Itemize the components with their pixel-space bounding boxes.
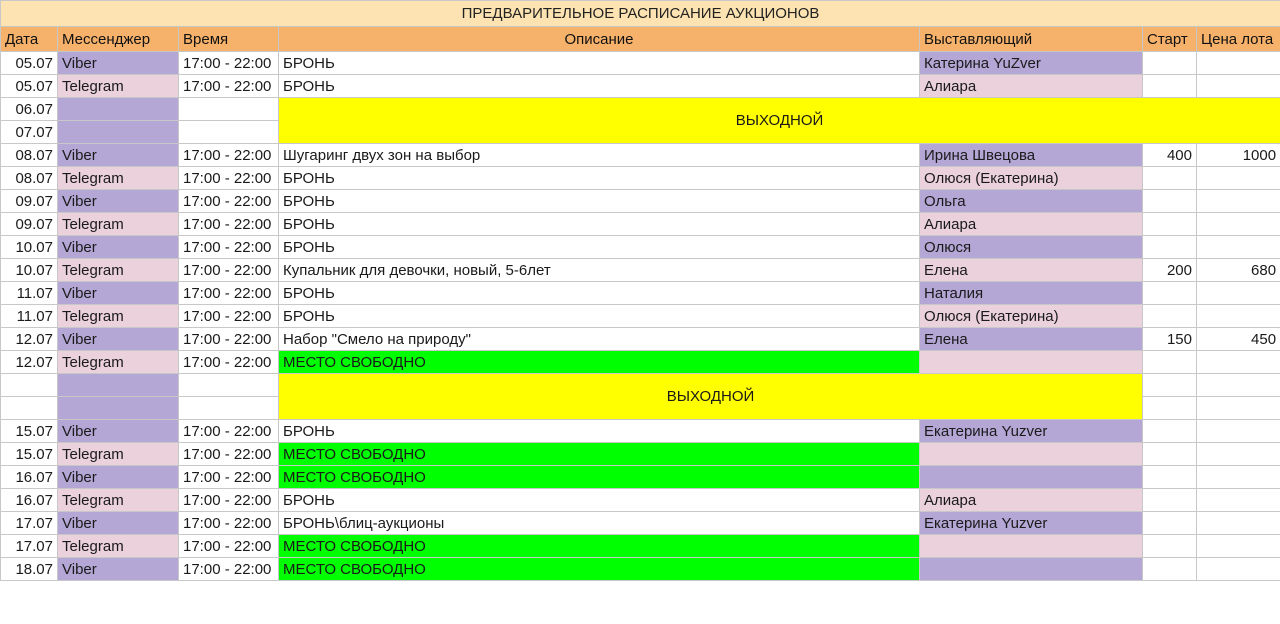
cell-description[interactable]: Купальник для девочки, новый, 5-6лет xyxy=(279,259,920,282)
table-row xyxy=(1,259,1280,282)
cell-messenger[interactable]: Telegram xyxy=(58,351,179,374)
cell-date[interactable]: 15.07 xyxy=(1,443,58,466)
cell-messenger[interactable]: Viber xyxy=(58,190,179,213)
cell-start[interactable] xyxy=(1143,489,1197,512)
cell-date[interactable]: 17.07 xyxy=(1,535,58,558)
cell-description[interactable]: БРОНЬ xyxy=(279,213,920,236)
cell-messenger[interactable]: Telegram xyxy=(58,167,179,190)
cell-price[interactable]: 680 xyxy=(1197,259,1280,282)
cell-price[interactable] xyxy=(1197,420,1280,443)
cell-date[interactable] xyxy=(1,374,58,397)
cell-time[interactable]: 17:00 - 22:00 xyxy=(179,535,279,558)
cell-description[interactable]: БРОНЬ xyxy=(279,236,920,259)
cell-price[interactable] xyxy=(1197,374,1280,397)
cell-time[interactable]: 17:00 - 22:00 xyxy=(179,512,279,535)
cell-price[interactable] xyxy=(1197,167,1280,190)
table-row xyxy=(1,98,1280,121)
header-seller[interactable]: Выставляющий xyxy=(920,27,1143,52)
cell-seller[interactable]: Наталия xyxy=(920,282,1143,305)
cell-date[interactable]: 17.07 xyxy=(1,512,58,535)
cell-messenger[interactable]: Telegram xyxy=(58,213,179,236)
cell-messenger[interactable]: Telegram xyxy=(58,535,179,558)
cell-date[interactable]: 10.07 xyxy=(1,236,58,259)
sheet-title[interactable]: ПРЕДВАРИТЕЛЬНОЕ РАСПИСАНИЕ АУКЦИОНОВ xyxy=(1,1,1280,27)
cell-messenger[interactable] xyxy=(58,397,179,420)
cell-time[interactable]: 17:00 - 22:00 xyxy=(179,558,279,581)
cell-date[interactable]: 11.07 xyxy=(1,282,58,305)
table-row xyxy=(1,374,1280,397)
table-row xyxy=(1,144,1280,167)
cell-price[interactable] xyxy=(1197,489,1280,512)
cell-messenger[interactable]: Viber xyxy=(58,144,179,167)
cell-price[interactable] xyxy=(1197,443,1280,466)
cell-description[interactable]: МЕСТО СВОБОДНО xyxy=(279,535,920,558)
cell-date[interactable]: 05.07 xyxy=(1,75,58,98)
table-row xyxy=(1,466,1280,489)
cell-seller[interactable]: Ольга xyxy=(920,190,1143,213)
cell-time[interactable] xyxy=(179,374,279,397)
cell-date[interactable]: 06.07 xyxy=(1,98,58,121)
cell-date[interactable]: 12.07 xyxy=(1,351,58,374)
cell-time[interactable]: 17:00 - 22:00 xyxy=(179,489,279,512)
cell-seller[interactable] xyxy=(920,443,1143,466)
table-row xyxy=(1,52,1280,75)
dayoff-cell[interactable]: ВЫХОДНОЙ xyxy=(279,98,1280,144)
table-row xyxy=(1,351,1280,374)
table-row xyxy=(1,167,1280,190)
cell-time[interactable]: 17:00 - 22:00 xyxy=(179,443,279,466)
cell-messenger[interactable]: Telegram xyxy=(58,443,179,466)
cell-start[interactable] xyxy=(1143,236,1197,259)
cell-messenger[interactable]: Telegram xyxy=(58,305,179,328)
cell-messenger[interactable]: Viber xyxy=(58,282,179,305)
header-date[interactable]: Дата xyxy=(1,27,58,52)
cell-description[interactable]: БРОНЬ xyxy=(279,282,920,305)
cell-messenger[interactable] xyxy=(58,121,179,144)
cell-time[interactable]: 17:00 - 22:00 xyxy=(179,282,279,305)
cell-date[interactable]: 09.07 xyxy=(1,190,58,213)
cell-description[interactable]: БРОНЬ xyxy=(279,489,920,512)
cell-seller[interactable] xyxy=(920,535,1143,558)
table-row xyxy=(1,489,1280,512)
cell-date[interactable]: 07.07 xyxy=(1,121,58,144)
cell-messenger[interactable]: Viber xyxy=(58,466,179,489)
cell-description[interactable]: БРОНЬ xyxy=(279,190,920,213)
cell-price[interactable] xyxy=(1197,75,1280,98)
cell-time[interactable]: 17:00 - 22:00 xyxy=(179,466,279,489)
cell-time[interactable]: 17:00 - 22:00 xyxy=(179,259,279,282)
cell-messenger[interactable]: Viber xyxy=(58,328,179,351)
cell-start[interactable] xyxy=(1143,213,1197,236)
cell-price[interactable] xyxy=(1197,52,1280,75)
cell-seller[interactable]: Елена xyxy=(920,328,1143,351)
cell-date[interactable]: 09.07 xyxy=(1,213,58,236)
cell-date[interactable] xyxy=(1,397,58,420)
cell-start[interactable] xyxy=(1143,351,1197,374)
cell-messenger[interactable]: Viber xyxy=(58,512,179,535)
cell-date[interactable]: 18.07 xyxy=(1,558,58,581)
cell-price[interactable] xyxy=(1197,213,1280,236)
cell-description[interactable]: Шугаринг двух зон на выбор xyxy=(279,144,920,167)
cell-time[interactable]: 17:00 - 22:00 xyxy=(179,52,279,75)
table-row xyxy=(1,512,1280,535)
cell-messenger[interactable]: Telegram xyxy=(58,489,179,512)
cell-messenger[interactable] xyxy=(58,374,179,397)
cell-seller[interactable]: Олюся (Екатерина) xyxy=(920,305,1143,328)
cell-time[interactable]: 17:00 - 22:00 xyxy=(179,190,279,213)
cell-messenger[interactable]: Viber xyxy=(58,236,179,259)
cell-time[interactable]: 17:00 - 22:00 xyxy=(179,420,279,443)
cell-price[interactable] xyxy=(1197,282,1280,305)
cell-seller[interactable]: Ирина Швецова xyxy=(920,144,1143,167)
cell-start[interactable] xyxy=(1143,52,1197,75)
cell-time[interactable] xyxy=(179,397,279,420)
table-row xyxy=(1,443,1280,466)
cell-date[interactable]: 08.07 xyxy=(1,144,58,167)
cell-time[interactable]: 17:00 - 22:00 xyxy=(179,236,279,259)
cell-price[interactable] xyxy=(1197,397,1280,420)
cell-description[interactable]: МЕСТО СВОБОДНО xyxy=(279,558,920,581)
cell-start[interactable] xyxy=(1143,190,1197,213)
cell-price[interactable] xyxy=(1197,466,1280,489)
cell-start[interactable] xyxy=(1143,466,1197,489)
header-start[interactable]: Старт xyxy=(1143,27,1197,52)
cell-time[interactable]: 17:00 - 22:00 xyxy=(179,167,279,190)
cell-seller[interactable]: Елена xyxy=(920,259,1143,282)
dayoff-cell[interactable]: ВЫХОДНОЙ xyxy=(279,374,1143,420)
cell-description[interactable]: МЕСТО СВОБОДНО xyxy=(279,351,920,374)
cell-start[interactable] xyxy=(1143,558,1197,581)
cell-date[interactable]: 15.07 xyxy=(1,420,58,443)
cell-description[interactable]: БРОНЬ xyxy=(279,75,920,98)
cell-seller[interactable] xyxy=(920,466,1143,489)
cell-start[interactable] xyxy=(1143,305,1197,328)
cell-seller[interactable]: Алиара xyxy=(920,489,1143,512)
cell-price[interactable]: 1000 xyxy=(1197,144,1280,167)
table-row xyxy=(1,282,1280,305)
cell-description[interactable]: МЕСТО СВОБОДНО xyxy=(279,443,920,466)
cell-start[interactable] xyxy=(1143,420,1197,443)
table-row xyxy=(1,305,1280,328)
cell-description[interactable]: БРОНЬ xyxy=(279,305,920,328)
cell-description[interactable]: БРОНЬ xyxy=(279,420,920,443)
cell-time[interactable]: 17:00 - 22:00 xyxy=(179,213,279,236)
cell-time[interactable] xyxy=(179,121,279,144)
cell-seller[interactable]: Екатерина Yuzver xyxy=(920,420,1143,443)
cell-time[interactable]: 17:00 - 22:00 xyxy=(179,351,279,374)
cell-start[interactable]: 200 xyxy=(1143,259,1197,282)
cell-date[interactable]: 10.07 xyxy=(1,259,58,282)
cell-seller[interactable]: Катерина YuZver xyxy=(920,52,1143,75)
cell-price[interactable] xyxy=(1197,305,1280,328)
header-messenger[interactable]: Мессенджер xyxy=(58,27,179,52)
cell-start[interactable] xyxy=(1143,512,1197,535)
cell-seller[interactable]: Алиара xyxy=(920,75,1143,98)
cell-time[interactable]: 17:00 - 22:00 xyxy=(179,328,279,351)
cell-price[interactable] xyxy=(1197,190,1280,213)
cell-seller[interactable] xyxy=(920,351,1143,374)
cell-date[interactable]: 12.07 xyxy=(1,328,58,351)
cell-start[interactable] xyxy=(1143,374,1197,397)
cell-price[interactable]: 450 xyxy=(1197,328,1280,351)
cell-time[interactable]: 17:00 - 22:00 xyxy=(179,144,279,167)
cell-messenger[interactable]: Telegram xyxy=(58,259,179,282)
table-row xyxy=(1,420,1280,443)
cell-messenger[interactable] xyxy=(58,98,179,121)
table-row xyxy=(1,558,1280,581)
table-row xyxy=(1,535,1280,558)
cell-start[interactable] xyxy=(1143,397,1197,420)
cell-messenger[interactable]: Viber xyxy=(58,558,179,581)
cell-seller[interactable] xyxy=(920,558,1143,581)
cell-seller[interactable]: Екатерина Yuzver xyxy=(920,512,1143,535)
cell-time[interactable]: 17:00 - 22:00 xyxy=(179,305,279,328)
cell-seller[interactable]: Олюся xyxy=(920,236,1143,259)
cell-date[interactable]: 08.07 xyxy=(1,167,58,190)
cell-seller[interactable]: Алиара xyxy=(920,213,1143,236)
cell-start[interactable]: 150 xyxy=(1143,328,1197,351)
cell-seller[interactable]: Олюся (Екатерина) xyxy=(920,167,1143,190)
cell-date[interactable]: 05.07 xyxy=(1,52,58,75)
cell-price[interactable] xyxy=(1197,512,1280,535)
table-row xyxy=(1,213,1280,236)
cell-price[interactable] xyxy=(1197,558,1280,581)
cell-price[interactable] xyxy=(1197,351,1280,374)
cell-date[interactable]: 11.07 xyxy=(1,305,58,328)
cell-messenger[interactable]: Viber xyxy=(58,52,179,75)
cell-start[interactable]: 400 xyxy=(1143,144,1197,167)
cell-start[interactable] xyxy=(1143,75,1197,98)
header-price[interactable]: Цена лота xyxy=(1197,27,1280,52)
cell-time[interactable] xyxy=(179,98,279,121)
cell-messenger[interactable]: Telegram xyxy=(58,75,179,98)
header-description[interactable]: Описание xyxy=(279,27,920,52)
table-row xyxy=(1,236,1280,259)
cell-date[interactable]: 16.07 xyxy=(1,466,58,489)
cell-date[interactable]: 16.07 xyxy=(1,489,58,512)
cell-description[interactable]: БРОНЬ xyxy=(279,52,920,75)
table-row xyxy=(1,328,1280,351)
cell-price[interactable] xyxy=(1197,535,1280,558)
header-time[interactable]: Время xyxy=(179,27,279,52)
cell-description[interactable]: БРОНЬ xyxy=(279,167,920,190)
cell-description[interactable]: МЕСТО СВОБОДНО xyxy=(279,466,920,489)
cell-start[interactable] xyxy=(1143,167,1197,190)
cell-description[interactable]: БРОНЬ\блиц-аукционы xyxy=(279,512,920,535)
cell-description[interactable]: Набор "Смело на природу" xyxy=(279,328,920,351)
table-row xyxy=(1,75,1280,98)
cell-price[interactable] xyxy=(1197,236,1280,259)
table-row xyxy=(1,190,1280,213)
cell-start[interactable] xyxy=(1143,443,1197,466)
cell-start[interactable] xyxy=(1143,282,1197,305)
cell-messenger[interactable]: Viber xyxy=(58,420,179,443)
cell-time[interactable]: 17:00 - 22:00 xyxy=(179,75,279,98)
cell-start[interactable] xyxy=(1143,535,1197,558)
